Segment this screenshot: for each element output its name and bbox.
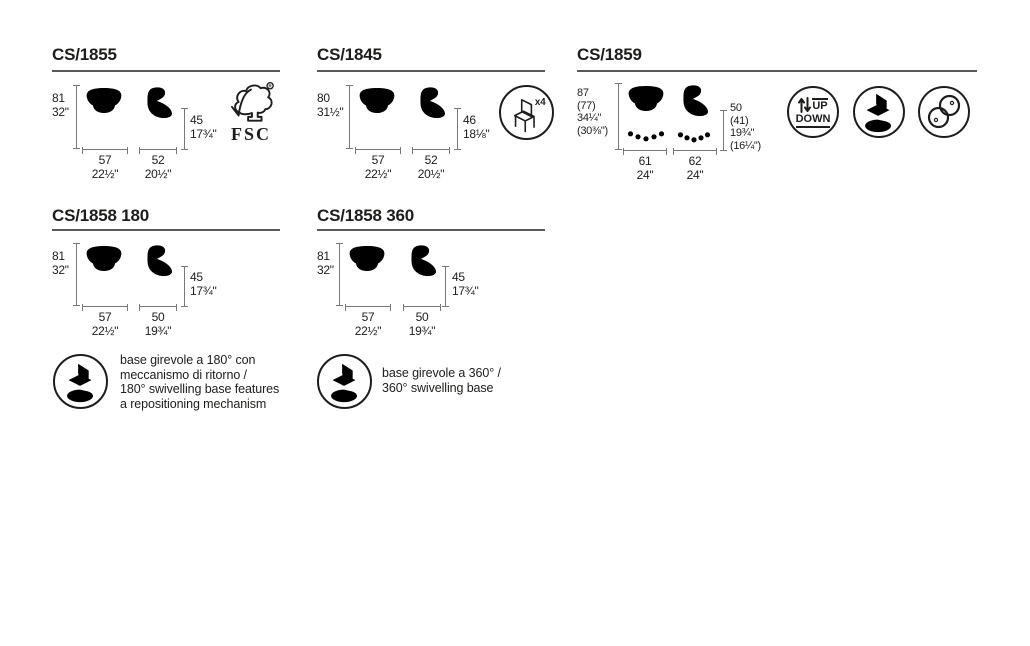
model-title: CS/1845: [317, 45, 382, 64]
seat-height-dimension-line: [184, 108, 185, 149]
castors-icon: [918, 86, 970, 138]
chair-side-view-drawing: [402, 243, 442, 307]
height-dimension-line: [349, 85, 350, 148]
width-dimension-line: [82, 149, 128, 150]
swivel-note-text: base girevole a 360° / 360° swivelling base: [382, 366, 501, 395]
up-down-arrows-icon: [798, 97, 811, 113]
depth-dimension-line: [403, 306, 441, 307]
height-dimension-line: [76, 85, 77, 148]
height-dimension-label: 80 31½": [317, 91, 344, 119]
depth-dimension-line: [139, 149, 177, 150]
width-dimension-label: 57 22½": [364, 153, 392, 181]
height-dimension-line: [618, 83, 619, 149]
depth-dimension-label: 52 20½": [144, 153, 172, 181]
title-rule: [317, 70, 545, 72]
model-section-cs1859: [577, 45, 977, 195]
up-label: UP: [812, 99, 828, 112]
chair-side-view-drawing: [411, 85, 451, 149]
model-section-cs1855: [52, 45, 280, 195]
swivel-chair-icon: [853, 86, 905, 138]
height-dimension-label: 87 (77) 34¼" (30⅜"): [577, 87, 608, 137]
down-label: DOWN: [796, 113, 831, 128]
seat-height-dimension-label: 45 17¾": [452, 270, 479, 298]
chair-front-view-drawing: [623, 83, 669, 149]
height-dimension-line: [76, 243, 77, 305]
width-dimension-line: [355, 149, 401, 150]
width-dimension-label: 57 22½": [354, 310, 382, 338]
depth-dimension-label: 62 24": [686, 154, 704, 182]
width-dimension-label: 57 22½": [91, 153, 119, 181]
height-dimension-line: [339, 243, 340, 305]
model-section-cs1858-180: [52, 201, 280, 416]
chair-front-view-drawing: [344, 243, 390, 307]
seat-height-dimension-label: 45 17¾": [190, 113, 217, 141]
model-title: CS/1859: [577, 45, 642, 64]
width-dimension-line: [345, 306, 391, 307]
seat-height-dimension-line: [457, 108, 458, 149]
model-title: CS/1855: [52, 45, 117, 64]
height-dimension-label: 81 32": [52, 249, 69, 277]
height-dimension-label: 81 32": [52, 91, 69, 119]
seat-height-dimension-label: 46 18⅛": [463, 113, 490, 141]
chair-side-view-drawing: [674, 83, 714, 149]
title-rule: [317, 229, 545, 231]
chair-front-view-drawing: [354, 85, 400, 149]
width-dimension-line: [623, 150, 667, 151]
depth-dimension-label: 50 19¾": [144, 310, 172, 338]
seat-height-dimension-line: [184, 266, 185, 306]
width-dimension-label: 61 24": [636, 154, 654, 182]
swivel-180-icon: [53, 354, 108, 409]
seat-height-dimension-label: 45 17¾": [190, 270, 217, 298]
chair-side-view-drawing: [138, 85, 178, 149]
swivel-note-text: base girevole a 180° con meccanismo di ritorno / 180° swivelling base features a repositioning mechanism: [120, 353, 280, 411]
width-dimension-line: [82, 306, 128, 307]
title-rule: [577, 70, 977, 72]
model-title: CS/1858 360: [317, 206, 415, 225]
svg-text:R: R: [268, 83, 272, 89]
chair-side-view-drawing: [138, 243, 178, 307]
fsc-certified-icon: [222, 81, 280, 143]
stackable-x4-icon: [499, 85, 554, 140]
title-rule: [52, 70, 280, 72]
model-section-cs1845: [317, 45, 545, 195]
seat-height-dimension-label: 50 (41) 19¾" (16¼"): [730, 102, 761, 152]
seat-height-dimension-line: [445, 266, 446, 306]
depth-dimension-label: 52 20½": [417, 153, 445, 181]
depth-dimension-line: [673, 150, 717, 151]
depth-dimension-label: 50 19¾": [408, 310, 436, 338]
stack-count-label: x4: [534, 96, 546, 108]
height-adjustable-up-down-icon: [787, 86, 839, 138]
height-dimension-label: 81 32": [317, 249, 334, 277]
swivel-360-icon: [317, 354, 372, 409]
model-title: CS/1858 180: [52, 206, 150, 225]
width-dimension-label: 57 22½": [91, 310, 119, 338]
model-section-cs1858-360: [317, 201, 545, 416]
seat-height-dimension-line: [723, 110, 724, 150]
fsc-label: FSC: [230, 124, 271, 144]
depth-dimension-line: [412, 149, 450, 150]
depth-dimension-line: [139, 306, 177, 307]
chair-front-view-drawing: [81, 85, 127, 149]
chair-front-view-drawing: [81, 243, 127, 307]
title-rule: [52, 229, 280, 231]
